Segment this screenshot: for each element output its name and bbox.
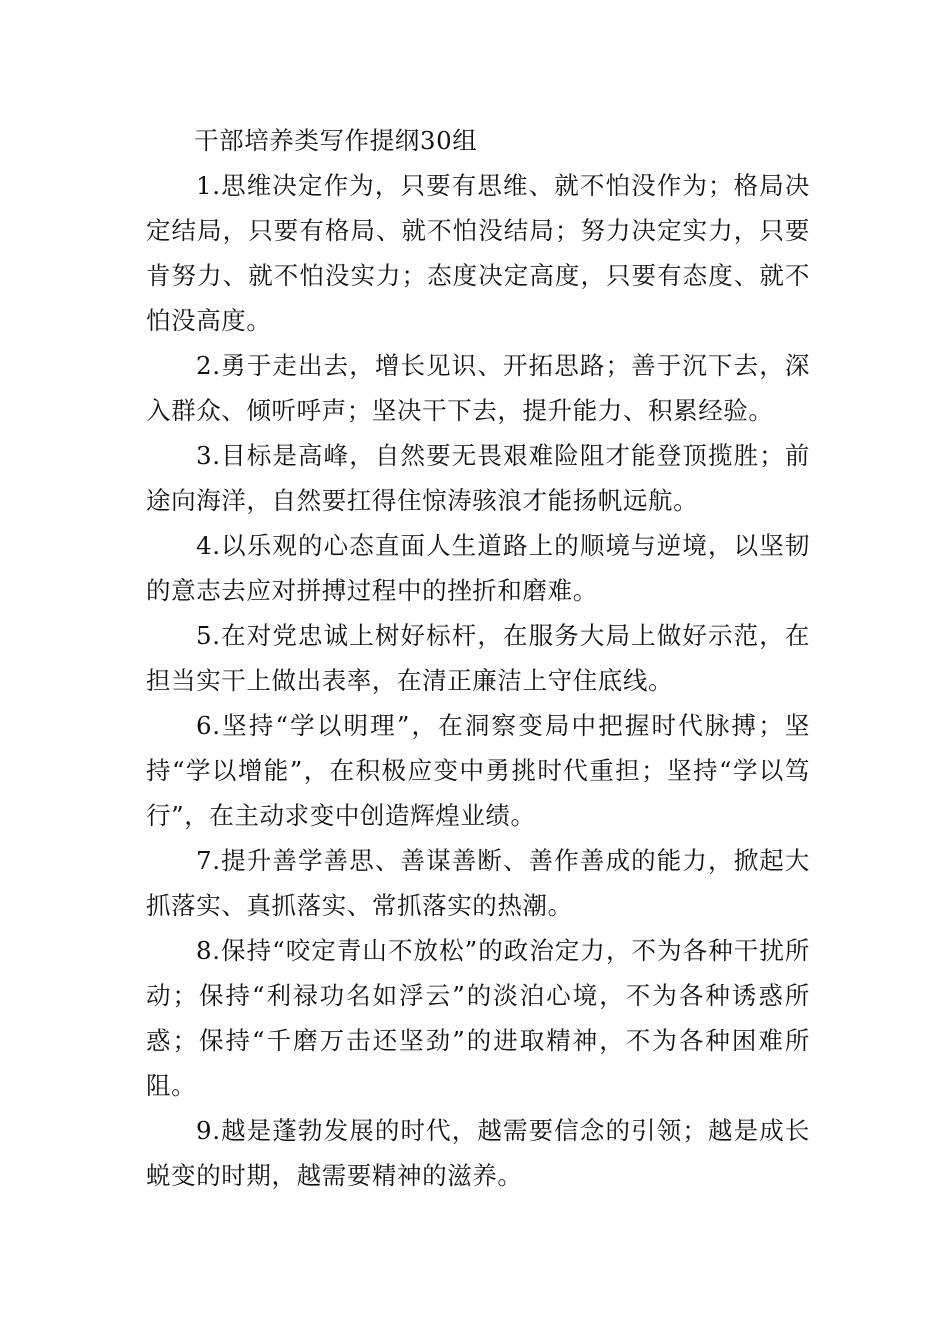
paragraph-6: 6.坚持“学以明理”，在洞察变局中把握时代脉搏；坚持“学以增能”，在积极应变中勇挑时代重担；坚持“学以笃行”，在主动求变中创造辉煌业绩。	[146, 711, 810, 830]
document-body	[146, 118, 810, 1198]
paragraph-4: 4.以乐观的心态直面人生道路上的顺境与逆境，以坚韧的意志去应对拼搏过程中的挫折和磨难。	[146, 531, 810, 605]
paragraph-3: 3.目标是高峰，自然要无畏艰难险阻才能登顶揽胜；前途向海洋，自然要扛得住惊涛骇浪才能扬帆远航。	[146, 441, 810, 515]
paragraph-9: 9.越是蓬勃发展的时代，越需要信念的引领；越是成长蜕变的时期，越需要精神的滋养。	[146, 1116, 810, 1190]
document-title: 干部培养类写作提纲30组	[194, 126, 478, 155]
paragraph-1: 1.思维决定作为，只要有思维、就不怕没作为；格局决定结局，只要有格局、就不怕没结局；努力决定实力，只要肯努力、就不怕没实力；态度决定高度，只要有态度、就不怕没高度。	[146, 171, 810, 335]
paragraph-2: 2.勇于走出去，增长见识、开拓思路；善于沉下去，深入群众、倾听呼声；坚决干下去，提升能力、积累经验。	[146, 351, 810, 425]
paragraph-8: 8.保持“咬定青山不放松”的政治定力，不为各种干扰所动；保持“利禄功名如浮云”的淡泊心境，不为各种诱惑所惑；保持“千磨万击还坚劲”的进取精神，不为各种困难所阻。	[146, 936, 810, 1100]
paragraph-5: 5.在对党忠诚上树好标杆，在服务大局上做好示范，在担当实干上做出表率，在清正廉洁上守住底线。	[146, 621, 810, 695]
paragraph-7: 7.提升善学善思、善谋善断、善作善成的能力，掀起大抓落实、真抓落实、常抓落实的热潮。	[146, 846, 810, 920]
